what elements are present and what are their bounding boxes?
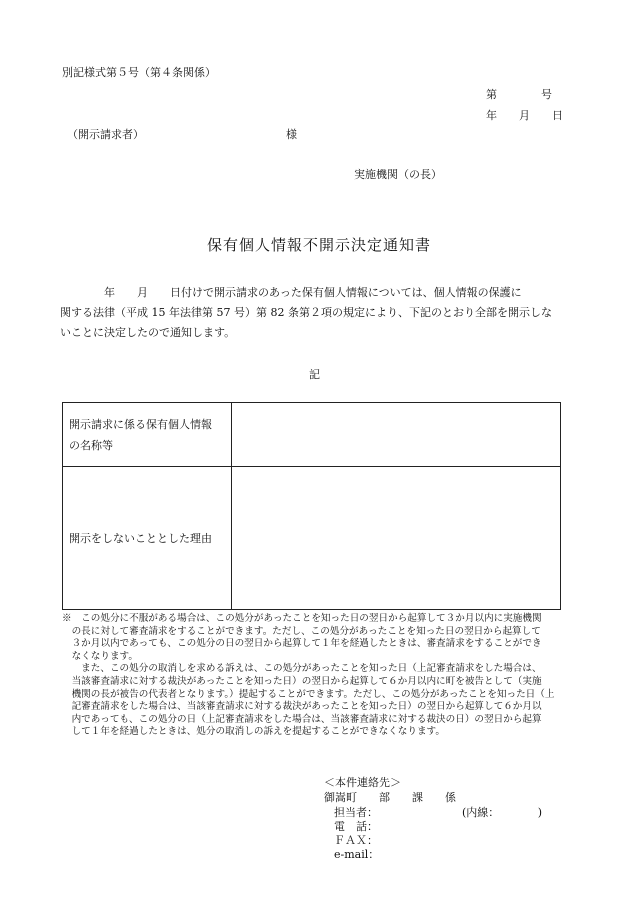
- note-line: の長に対して審査請求をすることができます。ただし、この処分があったことを知った日の翌日から起算して: [62, 625, 541, 637]
- note-line: 機関の長が被告の代表者となります。）提起することができます。ただし、この処分があったことを知った日（上: [62, 688, 555, 700]
- contact-fax: ＦＡＸ：: [334, 834, 378, 847]
- reason-label: 開示をしないこととした理由: [63, 467, 232, 610]
- body-paragraph: [60, 283, 552, 343]
- contact-email: e-mail：: [334, 848, 380, 861]
- recipient-honorific: 様: [286, 128, 297, 141]
- note-line: 当該審査請求に対する裁決があったことを知った日）の翌日から起算して６か月以内に町を被告として（実施: [62, 675, 542, 687]
- contact-extension: (内線： ): [462, 806, 543, 819]
- ki-heading: 記: [309, 368, 320, 381]
- notice-notes: [62, 613, 554, 739]
- record-table: [62, 402, 561, 610]
- contact-heading: ＜本件連絡先＞: [324, 776, 401, 789]
- note-line: 記審査請求をした場合は、当該審査請求に対する裁決があったことを知った日）の翌日から起算して６か月以: [62, 701, 542, 713]
- table-row: [63, 467, 561, 610]
- info-name-value: [232, 403, 561, 467]
- info-name-label: [63, 403, 232, 467]
- sender-name: 実施機関（の長）: [354, 168, 442, 181]
- note-line: ※ この処分に不服がある場合は、この処分があったことを知った日の翌日から起算して３か月以内に実施機関: [62, 613, 542, 624]
- note-line: して１年を経過したときは、処分の取消しの訴えを提起することができなくなります。: [62, 726, 445, 738]
- info-name-label-line: 開示請求に係る保有個人情報: [69, 417, 212, 431]
- contact-person: 担当者：: [334, 806, 378, 819]
- note-line: また、この処分の取消しを求める訴えは、この処分があったことを知った日（上記審査請求をした場合は、: [62, 663, 542, 675]
- body-line: 年 月 日付けで開示請求のあった保有個人情報については、個人情報の保護に: [60, 286, 522, 299]
- recipient-label: （開示請求者）: [67, 128, 144, 141]
- document-date: 年 月 日: [486, 109, 563, 122]
- table-row: [63, 403, 561, 467]
- note-line: なくなります。: [62, 650, 138, 662]
- contact-phone: 電 話：: [334, 820, 378, 833]
- note-line: 内であっても、この処分の日（上記審査請求をした場合は、当該審査請求に対する裁決の日）の翌日から起算: [62, 713, 542, 725]
- reason-value: [232, 467, 561, 610]
- contact-department: 御嵩町 部 課 係: [324, 791, 456, 804]
- note-line: ３か月以内であっても、この処分の日の翌日から起算して１年を経過したときは、審査請求をすることができ: [62, 638, 542, 650]
- body-line: いことに決定したので通知します。: [60, 326, 236, 339]
- form-label: 別記様式第５号（第４条関係）: [62, 66, 216, 79]
- info-name-label-line: の名称等: [69, 438, 113, 452]
- body-line: 関する法律（平成 15 年法律第 57 号）第 82 条第２項の規定により、下記のとおり全部を開示しな: [60, 306, 552, 319]
- page-title: 保有個人情報不開示決定通知書: [207, 236, 432, 254]
- document-number: 第 号: [486, 88, 552, 101]
